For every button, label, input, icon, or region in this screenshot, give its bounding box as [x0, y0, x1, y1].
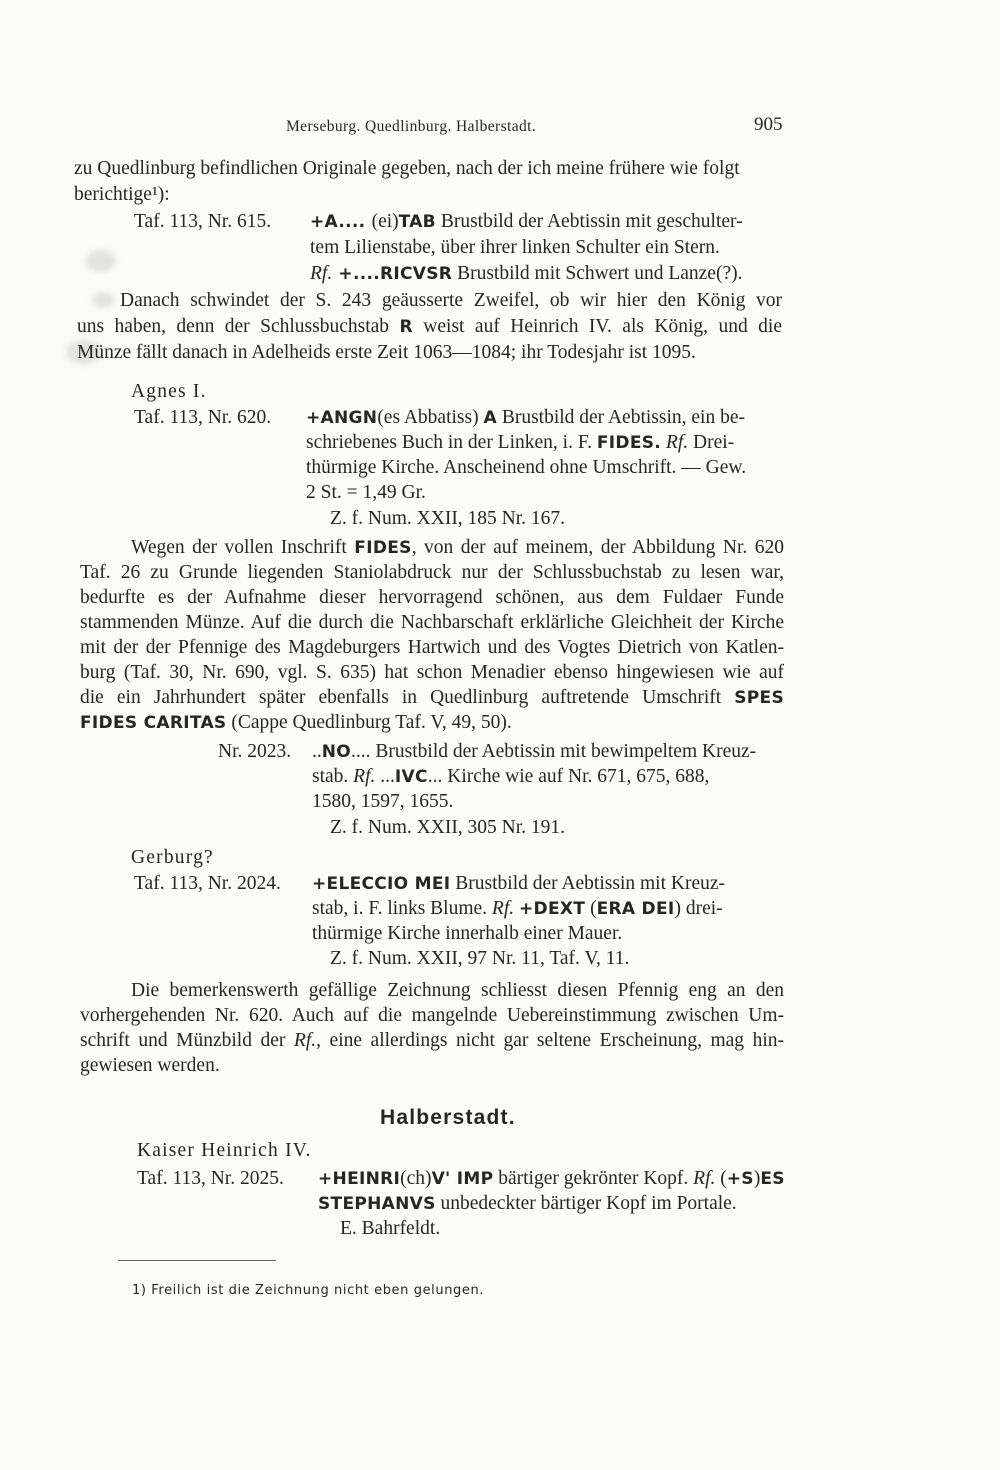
coin-description [306, 432, 734, 454]
description-text: bärtiger gekrönter Kopf. [493, 1168, 694, 1189]
coin-description: thürmige Kirche innerhalb einer Mauer. [312, 923, 623, 944]
paragraph-line: vorhergehenden Nr. 620. Auch auf die mangelnde Uebereinstimmung zwischen Um- [80, 1005, 784, 1026]
paragraph-text: die ein Jahrhundert später ebenfalls in Quedlinburg auftretende Umschrift [80, 687, 735, 708]
coin-legend: +A.... [310, 212, 372, 232]
paragraph-text: weist auf Heinrich IV. als König, und die [412, 316, 782, 337]
coin-description: thürmige Kirche. Anscheinend ohne Umschrift. — Gew. [306, 457, 747, 478]
reverse-abbr: Rf. [293, 1030, 317, 1051]
coin-legend: STEPHANVS [318, 1194, 436, 1214]
description-text: ... [375, 766, 395, 787]
intro-line: berichtige¹): [74, 184, 170, 205]
coin-description [306, 407, 745, 429]
description-text: .. [312, 741, 322, 762]
paragraph-line [80, 1030, 784, 1052]
description-text: schriebenes Buch in der Linken, i. F. [306, 432, 597, 453]
running-title: Merseburg. Quedlinburg. Halberstadt. [286, 118, 537, 135]
coin-legend: V' IMP [431, 1169, 494, 1189]
section-heading: Agnes I. [131, 381, 207, 402]
plate-reference: Taf. 113, Nr. 2025. [137, 1168, 284, 1189]
paragraph-text: , eine allerdings nicht gar seltene Erscheinung, mag hin- [316, 1030, 784, 1051]
footnote-rule [118, 1260, 276, 1261]
description-text: ( [585, 898, 597, 919]
coin-legend: +ELECCIO MEI [312, 874, 451, 894]
coin-description [310, 263, 742, 285]
coin-description [310, 211, 743, 233]
coin-description: tem Lilienstabe, über ihrer linken Schulter ein Stern. [310, 237, 720, 258]
ink-smear [86, 250, 116, 272]
description-text: Brustbild der Aebtissin, ein be- [496, 407, 745, 428]
description-text: ( [715, 1168, 727, 1189]
coin-legend: +ANGN [306, 408, 378, 428]
intro-line: zu Quedlinburg befindlichen Originale gegeben, nach der ich meine frühere wie folgt [74, 158, 740, 179]
coin-legend: SPES [734, 688, 784, 708]
coin-legend: FIDES CARITAS [80, 713, 227, 733]
section-heading: Kaiser Heinrich IV. [137, 1140, 312, 1161]
paragraph-line: Danach schwindet der S. 243 geäusserte Zweifel, ob wir hier den König vor [120, 290, 782, 311]
paragraph-text: (Cappe Quedlinburg Taf. V, 49, 50). [226, 712, 512, 733]
paragraph-line: bedurfte es der Aufnahme dieser hervorragend schönen, aus dem Fuldaer Funde [80, 587, 784, 608]
plate-reference: Taf. 113, Nr. 2024. [134, 873, 281, 894]
coin-legend: TAB [398, 212, 436, 232]
description-text: stab. [312, 766, 354, 787]
coin-legend: RICVSR [380, 264, 453, 284]
coin-legend: +HEINRI [318, 1169, 401, 1189]
description-text: Brustbild der Aebtissin mit geschulter- [435, 211, 743, 232]
literature-reference: Z. f. Num. XXII, 97 Nr. 11, Taf. V, 11. [330, 948, 630, 969]
literature-reference: Z. f. Num. XXII, 185 Nr. 167. [330, 508, 566, 529]
legend-expansion: (ei) [371, 211, 399, 232]
coin-description [312, 766, 709, 788]
paragraph-line: Taf. 26 zu Grunde liegenden Staniolabdruck nur der Schlussbuchstab zu lesen war, [80, 562, 784, 583]
coin-legend: +DEXT [519, 899, 586, 919]
coin-legend: ERA DEI [596, 899, 675, 919]
paragraph-line [77, 316, 782, 338]
paragraph-line [80, 687, 784, 709]
reverse-abbr: Rf. [353, 766, 376, 787]
footnote: 1) Freilich ist die Zeichnung nicht eben gelungen. [132, 1283, 485, 1298]
description-text: ) drei- [674, 898, 723, 919]
coin-description [312, 898, 723, 920]
paragraph-text: Wegen der vollen Inschrift [131, 537, 355, 558]
paragraph-line: stammenden Münze. Auf die durch die Nachbarschaft erklärliche Gleichheit der Kirche [80, 612, 784, 633]
coin-legend: +.... [332, 264, 381, 284]
paragraph-line: Die bemerkenswerth gefällige Zeichnung schliesst diesen Pfennig eng an den [131, 980, 784, 1001]
description-text: stab, i. F. links Blume. [312, 898, 492, 919]
paragraph-line: Münze fällt danach in Adelheids erste Zeit 1063—1084; ihr Todesjahr ist 1095. [77, 342, 696, 363]
coin-legend: +S [726, 1169, 754, 1189]
coin-legend: A [483, 408, 497, 428]
plate-reference: Taf. 113, Nr. 620. [134, 407, 272, 428]
description-text: Brustbild mit Schwert und Lanze(?). [452, 263, 743, 284]
coin-weight: 2 St. = 1,49 Gr. [306, 482, 426, 503]
section-heading: Gerburg? [131, 847, 214, 868]
paragraph-line: burg (Taf. 30, Nr. 690, vgl. S. 635) hat schon Menadier ebenso hingewiesen wie auf [80, 662, 784, 683]
description-text: ... Kirche wie auf Nr. 671, 675, 688, [427, 766, 710, 787]
page-number: 905 [754, 114, 783, 135]
description-text: unbedeckter bärtiger Kopf im Portale. [435, 1193, 737, 1214]
paragraph-text: , von der auf meinem, der Abbildung Nr. 620 [411, 537, 784, 558]
paragraph-text: uns haben, denn der Schlussbuchstab [77, 316, 400, 337]
ink-smear [92, 292, 114, 308]
catalogue-reference: Nr. 2023. [218, 741, 292, 762]
description-text: .... Brustbild der Aebtissin mit bewimpeltem Kreuz- [351, 741, 757, 762]
reverse-abbr: Rf. [693, 1168, 716, 1189]
section-title: Halberstadt. [380, 1106, 516, 1129]
coin-legend: R [399, 317, 413, 337]
author-signature: E. Bahrfeldt. [340, 1218, 441, 1239]
paragraph-text: schrift und Münzbild der [80, 1030, 294, 1051]
reverse-abbr: Rf. [310, 263, 333, 284]
paragraph-line: mit der der Pfennige des Magdeburgers Hartwich und des Vogtes Dietrich von Katlen- [80, 637, 784, 658]
coin-legend: ES [760, 1169, 785, 1189]
coin-legend: IVC [394, 767, 428, 787]
reverse-abbr: Rf. [665, 432, 689, 453]
description-text: Brustbild der Aebtissin mit Kreuz- [450, 873, 725, 894]
paragraph-line [80, 712, 512, 734]
coin-legend: FIDES [354, 538, 412, 558]
plate-reference: Taf. 113, Nr. 615. [134, 211, 272, 232]
description-text: Drei- [688, 432, 735, 453]
coin-description [318, 1168, 785, 1190]
coin-description: 1580, 1597, 1655. [312, 791, 454, 812]
paragraph-line [131, 537, 784, 559]
coin-legend: FIDES. [596, 433, 662, 453]
literature-reference: Z. f. Num. XXII, 305 Nr. 191. [330, 817, 566, 838]
paragraph-line: gewiesen werden. [80, 1055, 220, 1076]
coin-description [318, 1193, 737, 1215]
description-text: ) [753, 1168, 761, 1189]
coin-description [312, 741, 756, 763]
coin-description [312, 873, 725, 895]
reverse-abbr: Rf. [491, 898, 515, 919]
legend-expansion: (es Abbatiss) [377, 407, 484, 428]
legend-expansion: (ch) [400, 1168, 432, 1189]
coin-legend: NO [321, 742, 352, 762]
